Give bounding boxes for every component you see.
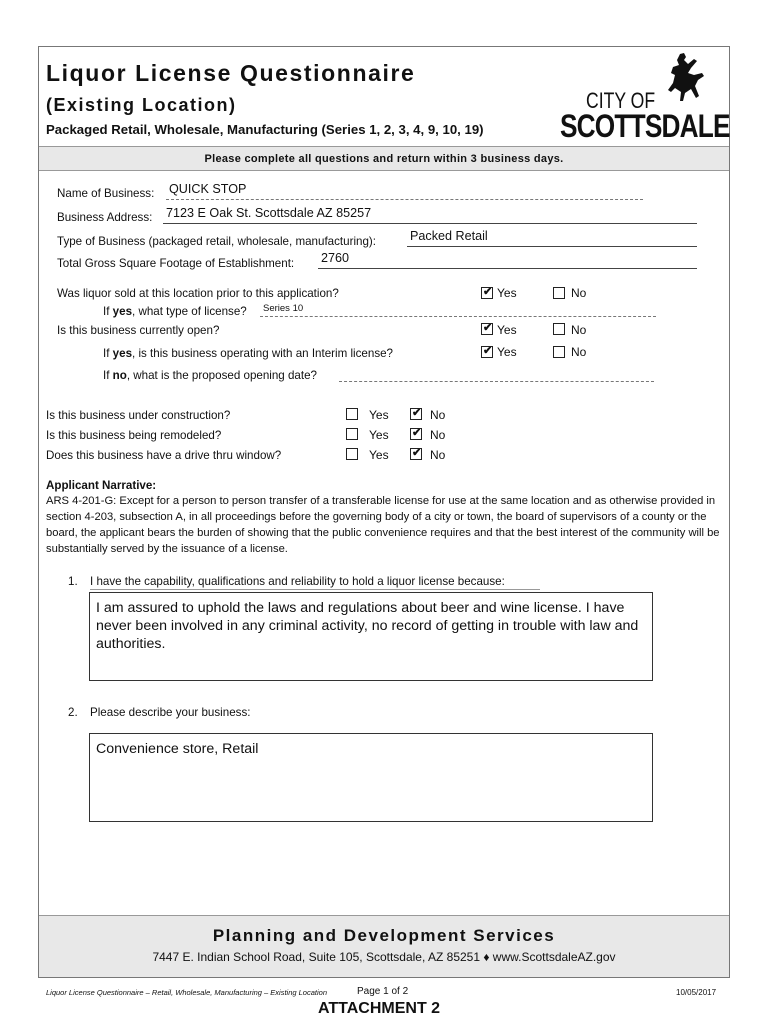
construction-no-label: No — [430, 408, 446, 422]
business-description-box[interactable]: Convenience store, Retail — [89, 733, 653, 822]
drive-thru-yes-checkbox[interactable] — [346, 448, 358, 460]
item-1-number: 1. — [68, 575, 78, 588]
opening-date-question: If no, what is the proposed opening date? — [103, 369, 317, 382]
bronco-rider-icon — [660, 52, 706, 104]
prior-sales-yes-checkbox[interactable] — [481, 287, 493, 299]
license-type-question: If yes, what type of license? — [103, 305, 247, 318]
construction-no-checkbox[interactable] — [410, 408, 422, 420]
square-footage-line — [318, 268, 697, 269]
currently-open-no-checkbox[interactable] — [553, 323, 565, 335]
narrative-heading: Applicant Narrative: — [46, 479, 157, 492]
business-name-label: Name of Business: — [57, 187, 155, 200]
attachment-label: ATTACHMENT 2 — [318, 1000, 441, 1017]
drive-thru-no-checkbox[interactable] — [410, 448, 422, 460]
revision-date: 10/05/2017 — [676, 988, 717, 997]
interim-license-question: If yes, is this business operating with an Interim license? — [103, 347, 394, 360]
interim-yes-label: Yes — [497, 345, 517, 359]
remodeled-no-label: No — [430, 428, 446, 442]
remodeled-no-checkbox[interactable] — [410, 428, 422, 440]
document-name: Liquor License Questionnaire – Retail, Wholesale, Manufacturing – Existing Location — [46, 988, 327, 997]
drive-thru-no-label: No — [430, 448, 446, 462]
business-name-line — [166, 199, 643, 200]
construction-yes-label: Yes — [369, 408, 389, 422]
narrative-text: ARS 4-201-G: Except for a person to person transfer of a transferable license for use at the same location and as otherwise provided in section 4-203, subsection A, in all proceedings before the governing body of a city or town, the board of supervisors of a county or the board, the applicant bears the burden of showing that the public convenience requires and that the best interest of the community will be substantially served by the issuance of a license. — [46, 495, 720, 555]
remodeled-yes-checkbox[interactable] — [346, 428, 358, 440]
square-footage-value[interactable]: 2760 — [321, 251, 350, 265]
question-drive-thru: Does this business have a drive thru window? — [46, 449, 282, 462]
business-name-value[interactable]: QUICK STOP — [169, 182, 247, 196]
interim-no-label: No — [571, 345, 587, 359]
check-icon: ✔ — [412, 447, 422, 459]
item-2-text: Please describe your business: — [90, 706, 251, 719]
currently-open-no-label: No — [571, 323, 587, 337]
check-icon: ✔ — [483, 345, 493, 357]
footer-address: 7447 E. Indian School Road, Suite 105, Scottsdale, AZ 85251 ♦ www.ScottsdaleAZ.gov — [152, 950, 616, 964]
business-address-value[interactable]: 7123 E Oak St. Scottsdale AZ 85257 — [166, 206, 372, 220]
check-icon: ✔ — [483, 322, 493, 334]
footer-title: Planning and Development Services — [212, 926, 556, 945]
business-type-label: Type of Business (packaged retail, wholesale, manufacturing): — [57, 235, 376, 248]
business-type-line — [407, 246, 697, 247]
interim-no-checkbox[interactable] — [553, 346, 565, 358]
currently-open-yes-label: Yes — [497, 323, 517, 337]
footer-band — [39, 915, 729, 977]
check-icon: ✔ — [412, 407, 422, 419]
item-1-text: I have the capability, qualifications and reliability to hold a liquor license because: — [90, 575, 505, 588]
capability-answer-box[interactable]: I am assured to uphold the laws and regulations about beer and wine license. I have never been involved in any criminal activity, no record of getting in trouble with law and authorities. — [89, 592, 653, 681]
check-icon: ✔ — [412, 427, 422, 439]
logo-scottsdale: SCOTTSDALE — [560, 108, 730, 144]
business-address-label: Business Address: — [57, 211, 153, 224]
check-icon: ✔ — [483, 286, 493, 298]
series-line: Packaged Retail, Wholesale, Manufacturing (Series 1, 2, 3, 4, 9, 10, 19) — [46, 122, 484, 137]
remodeled-yes-label: Yes — [369, 428, 389, 442]
item-2-number: 2. — [68, 706, 78, 719]
license-type-line — [260, 316, 656, 317]
item-1-underline — [90, 589, 540, 590]
prior-sales-no-label: No — [571, 286, 587, 300]
opening-date-line[interactable] — [339, 381, 654, 382]
logo-city-of: CITY OF — [586, 88, 656, 113]
instruction-banner: Please complete all questions and return within 3 business days. — [39, 146, 729, 171]
prior-sales-no-checkbox[interactable] — [553, 287, 565, 299]
question-remodeled: Is this business being remodeled? — [46, 429, 222, 442]
city-logo — [560, 52, 730, 144]
construction-yes-checkbox[interactable] — [346, 408, 358, 420]
license-type-value[interactable]: Series 10 — [263, 303, 304, 314]
business-type-value[interactable]: Packed Retail — [410, 229, 488, 243]
page-subtitle: (Existing Location) — [46, 95, 237, 115]
drive-thru-yes-label: Yes — [369, 448, 389, 462]
business-address-line — [163, 223, 697, 224]
question-currently-open: Is this business currently open? — [57, 324, 220, 337]
page-number: Page 1 of 2 — [357, 986, 409, 997]
square-footage-label: Total Gross Square Footage of Establishment: — [57, 257, 295, 270]
question-prior-sales: Was liquor sold at this location prior to this application? — [57, 287, 339, 300]
currently-open-yes-checkbox[interactable] — [481, 323, 493, 335]
interim-yes-checkbox[interactable] — [481, 346, 493, 358]
prior-sales-yes-label: Yes — [497, 286, 517, 300]
page-title: Liquor License Questionnaire — [46, 60, 416, 86]
question-construction: Is this business under construction? — [46, 409, 231, 422]
